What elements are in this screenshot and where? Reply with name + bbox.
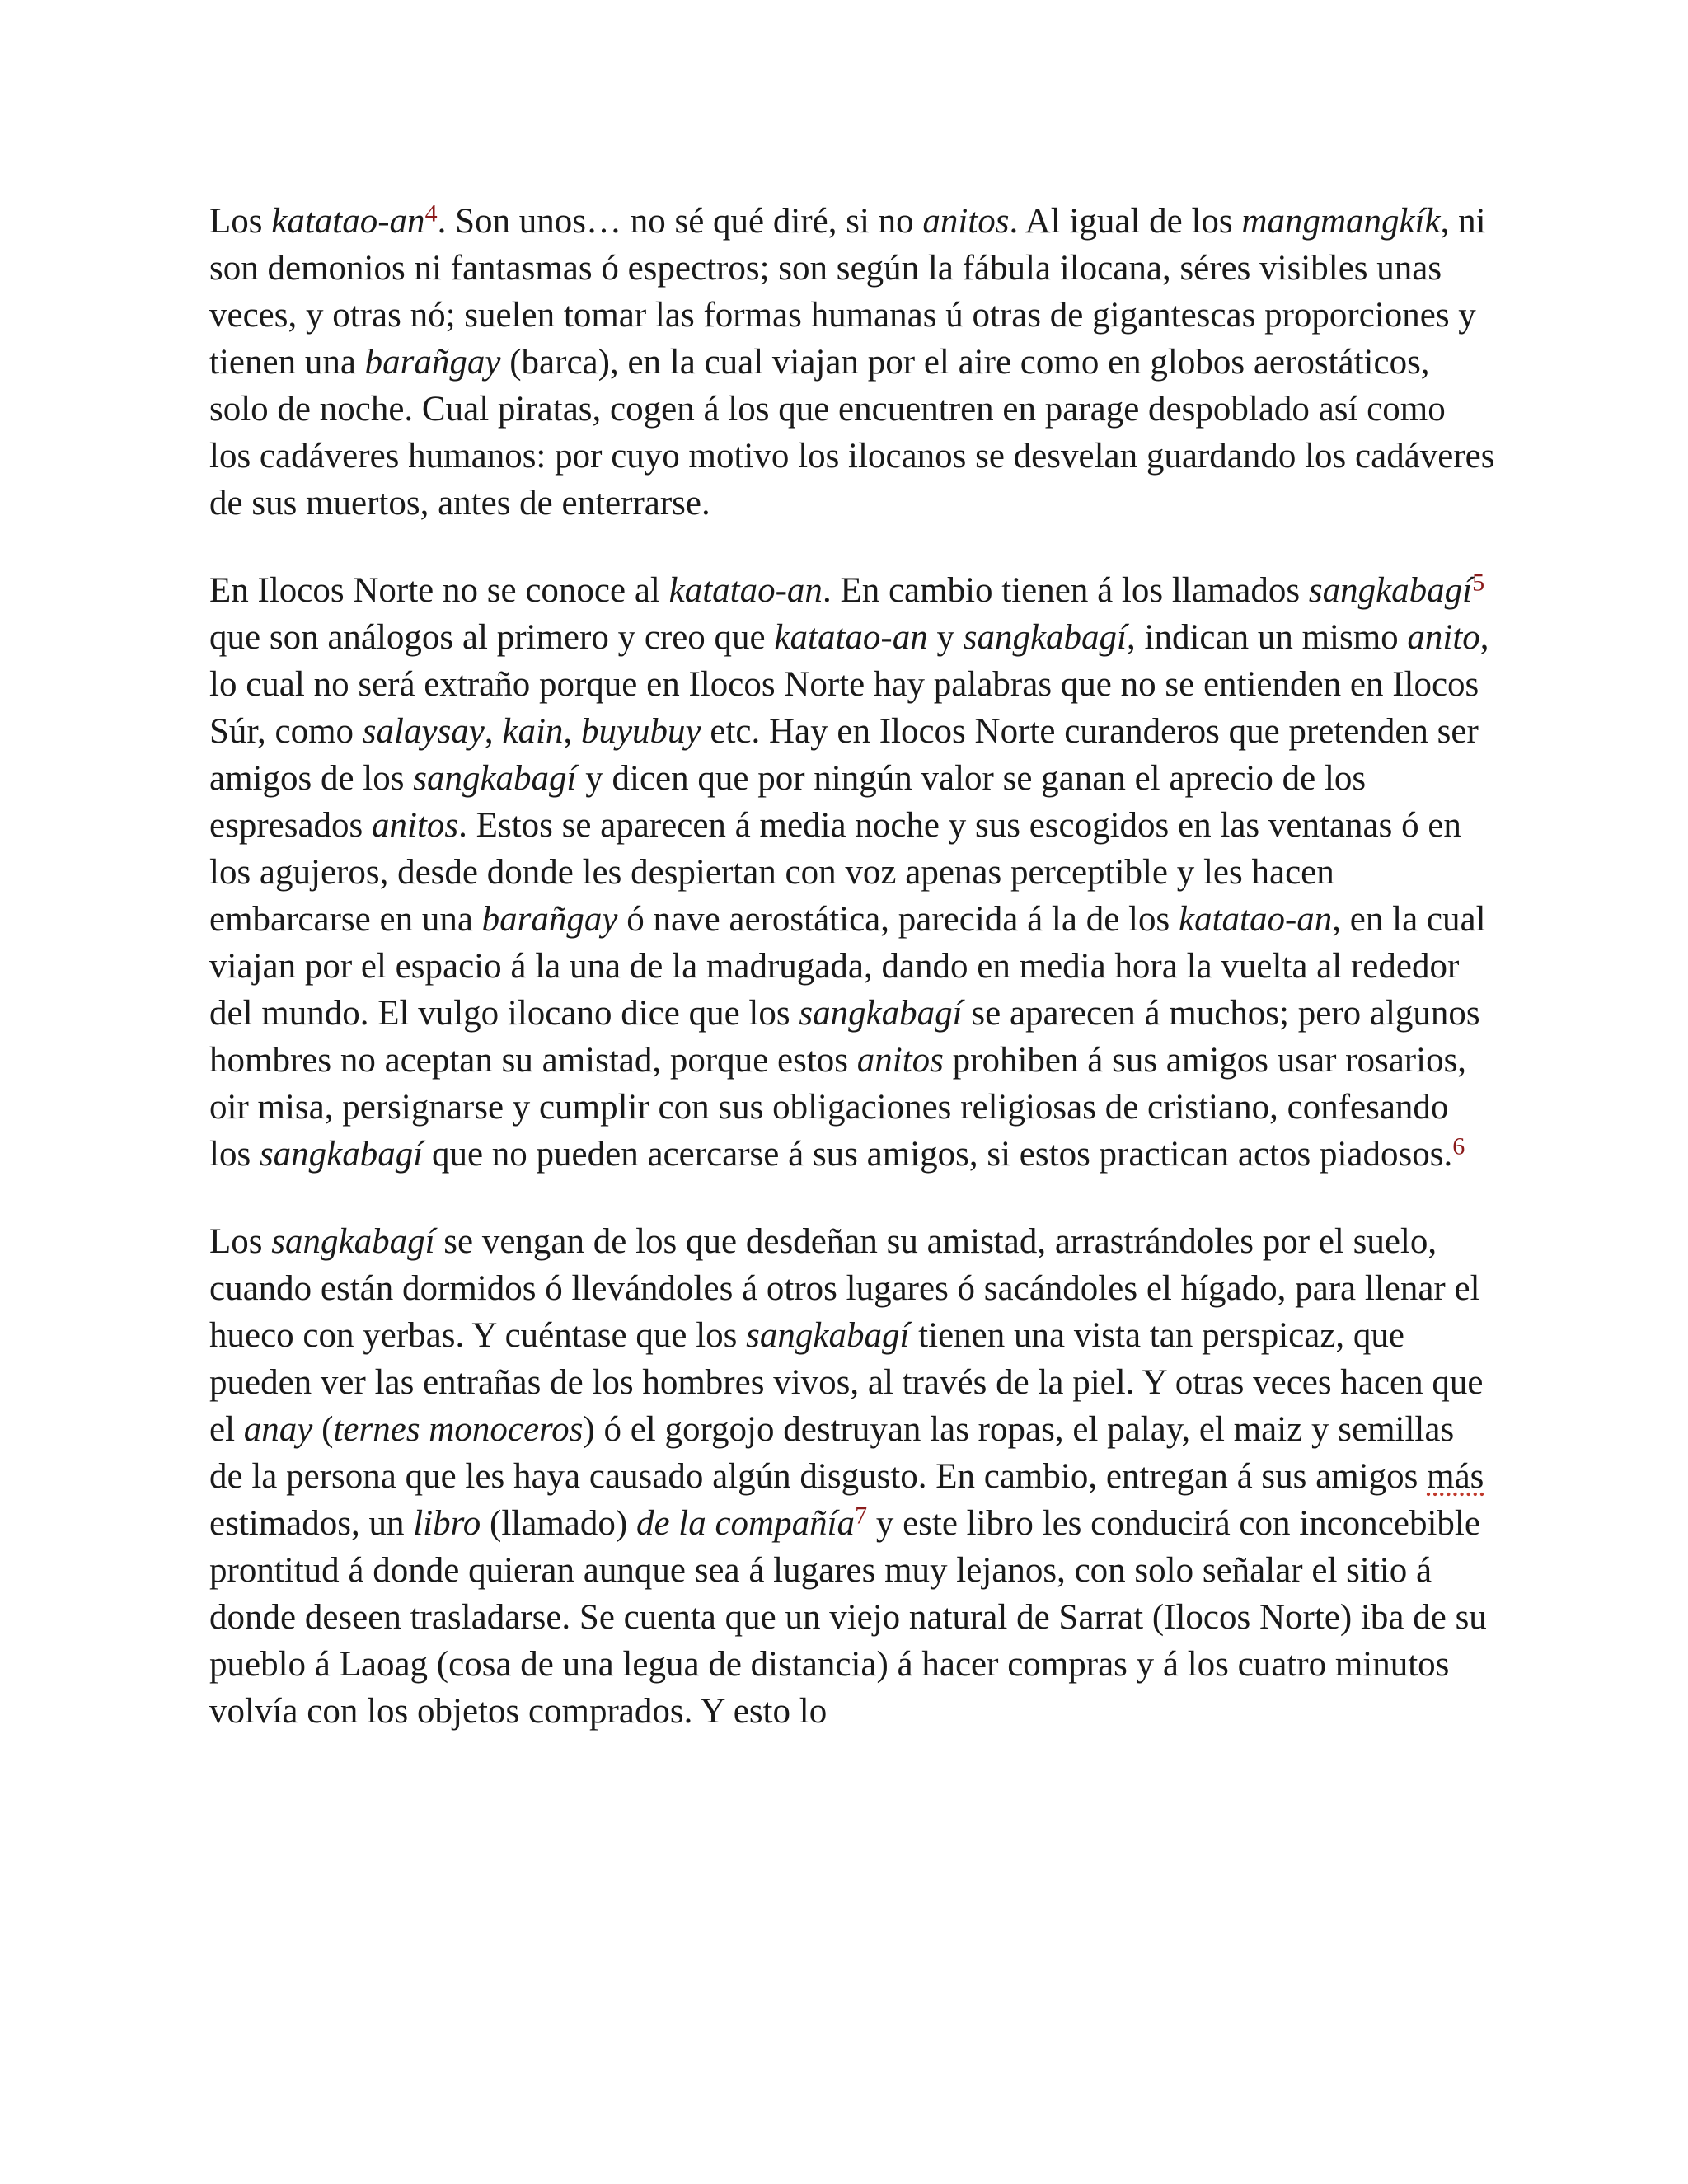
italic-term: mangmangkík [1241,202,1441,241]
italic-term: de la compañía [635,1504,856,1543]
italic-term: sangkabagí [271,1222,435,1261]
text-run: etc. Hay en Ilocos Norte curanderos que pretenden ser amigos de los [209,712,1479,798]
italic-term: katatao-an [271,202,425,241]
italic-term: sangkabagí [413,759,577,798]
text-run: se aparecen á muchos; pero algunos hombres no aceptan su amistad, porque estos [209,994,1480,1080]
spellcheck-flagged-word: más [1427,1457,1484,1496]
paragraph-1 [209,198,1495,527]
text-run: , ni son demonios ni fantasmas ó espectros; son según la fábula ilocana, séres visibles unas veces, y otras nó; suelen tomar las formas humanas ú otras de gigantescas proporciones y tienen una [209,202,1486,382]
text-run: . Al igual de los [1009,202,1242,241]
italic-term: sangkabagí [746,1316,910,1355]
italic-term: salaysay [362,712,485,751]
footnote-ref[interactable]: 4 [424,199,438,227]
italic-term: barañgay [364,343,501,382]
text-run: y este libro les conducirá con inconcebible prontitud á donde quieran aunque sea á lugares muy lejanos, con solo señalar el sitio á donde deseen trasladarse. Se cuenta que un viejo natural de Sarrat (Ilocos Norte) iba de su pueblo á Laoag (cosa de una legua de distancia) á hacer compras y á los cuatro minutos volvía con los objetos comprados. Y esto lo [209,1504,1487,1731]
text-run: estimados, un [209,1504,414,1543]
text-run: , en la cual viajan por el espacio á la una de la madrugada, dando en media hora la vuelta al rededor del mundo. El vulgo ilocano dice que los [209,900,1486,1033]
italic-term: anitos [856,1041,944,1080]
italic-term: sangkabagí [1308,571,1473,610]
text-run: y [927,618,964,657]
text-run: y dicen que por ningún valor se ganan el aprecio de los espresados [209,759,1367,845]
text-run: , [484,712,503,751]
text-run: ( [312,1410,334,1449]
italic-term: katatao-an [668,571,823,610]
italic-term: buyubuy [580,712,701,751]
italic-term: ternes monoceros [333,1410,584,1449]
text-run: prohiben á sus amigos usar rosarios, oir misa, persignarse y cumplir con sus obligaciones religiosas de cristiano, confesando los [209,1041,1467,1174]
italic-term: sangkabagí [799,994,963,1033]
italic-term: katatao-an [1178,900,1333,939]
text-run: (llamado) [481,1504,636,1543]
text-run: tienen una vista tan perspicaz, que pueden ver las entrañas de los hombres vivos, al través de la piel. Y otras veces hacen que el [209,1316,1484,1449]
text-run: ) ó el gorgojo destruyan las ropas, el palay, el maiz y semillas de la persona que les haya causado algún disgusto. En cambio, entregan á sus amigos [209,1410,1455,1496]
italic-term: kain [502,712,564,751]
italic-term: katatao-an [774,618,928,657]
footnote-ref[interactable]: 6 [1452,1132,1465,1160]
italic-term: sangkabagí [259,1135,424,1174]
text-run: Los [209,202,272,241]
italic-term: anay [243,1410,313,1449]
text-run: que son análogos al primero y creo que [209,618,775,657]
text-run: . Son unos… no sé qué diré, si no [437,202,923,241]
text-run: se vengan de los que desdeñan su amistad, arrastrándoles por el suelo, cuando están dormidos ó llevándoles á otros lugares ó sacándoles el hígado, para llenar el hueco con yerbas. Y cuéntase que los [209,1222,1480,1355]
paragraph-3 [209,1218,1495,1735]
italic-term: libro [413,1504,481,1543]
text-run: ó nave aerostática, parecida á la de los [617,900,1179,939]
text-run: . Estos se aparecen á media noche y sus escogidos en las ventanas ó en los agujeros, desde donde les despiertan con voz apenas perceptible y les hacen embarcarse en una [209,806,1461,939]
paragraph-2 [209,567,1495,1178]
text-run: (barca), en la cual viajan por el aire como en globos aerostáticos, solo de noche. Cual piratas, cogen á los que encuentren en parage despoblado así como los cadáveres humanos: por cuyo motivo los ilocanos se desvelan guardando los cadáveres de sus muertos, antes de enterrarse. [209,343,1495,523]
document-body [209,198,1495,1775]
text-run: En Ilocos Norte no se conoce al [209,571,669,610]
text-run: , indican un mismo [1127,618,1408,657]
italic-term: sangkabagí [963,618,1127,657]
italic-term: barañgay [481,900,618,939]
text-run: que no pueden acercarse á sus amigos, si estos practican actos piadosos. [423,1135,1453,1174]
italic-term: anito [1407,618,1480,657]
text-run: Los [209,1222,272,1261]
text-run: . En cambio tienen á los llamados [822,571,1309,610]
footnote-ref[interactable]: 5 [1472,569,1485,597]
italic-term: anitos [372,806,459,845]
footnote-ref[interactable]: 7 [855,1502,868,1530]
italic-term: anitos [922,202,1010,241]
text-run: , [563,712,581,751]
text-run: , lo cual no será extraño porque en Ilocos Norte hay palabras que no se entienden en Ilocos Súr, como [209,618,1489,751]
